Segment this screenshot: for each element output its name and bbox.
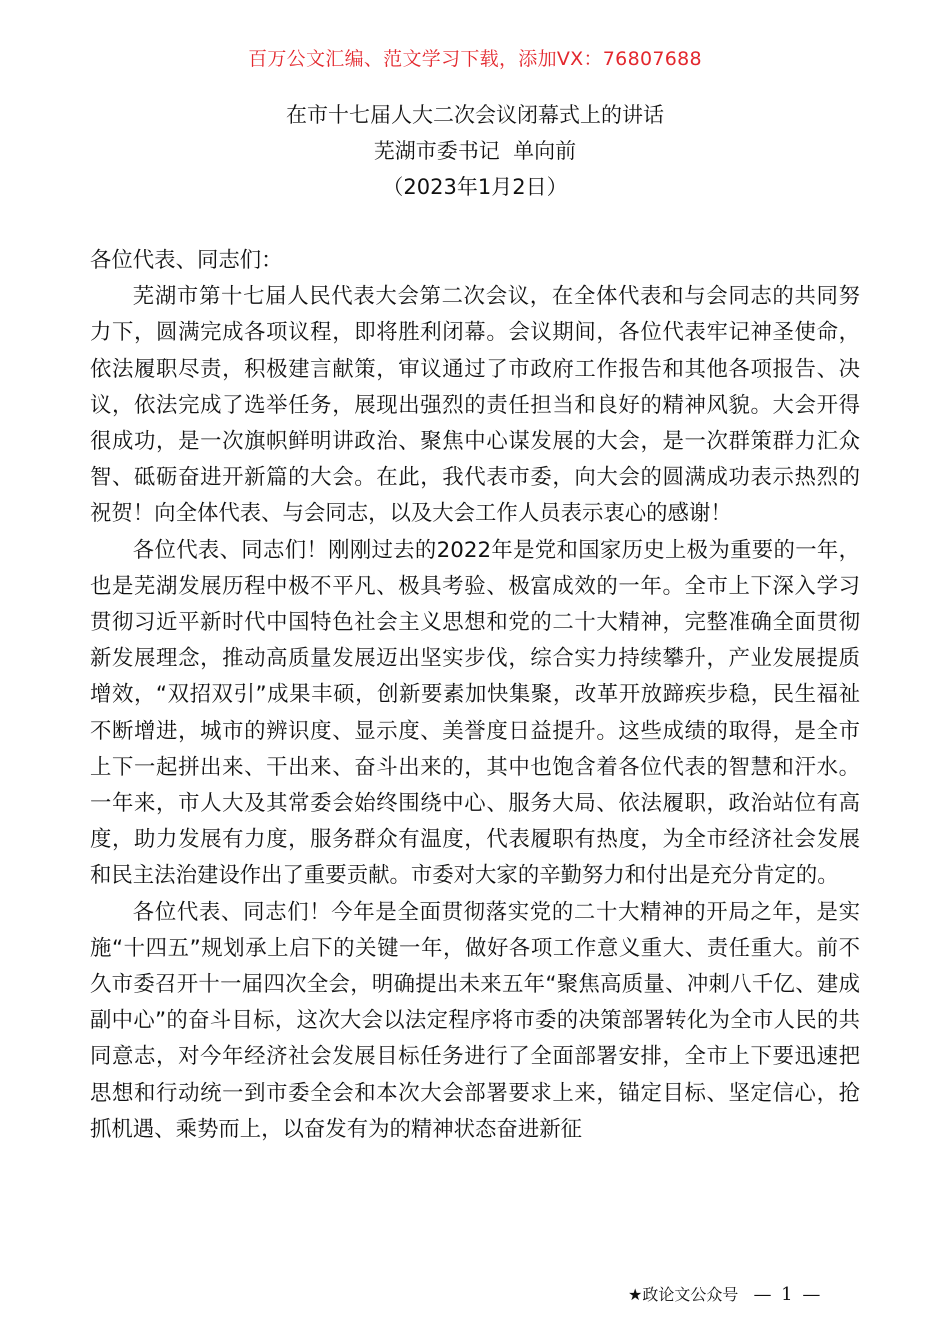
paragraph: 各位代表、同志们！刚刚过去的2022年是党和国家历史上极为重要的一年，也是芜湖发展历程中极不平凡、极具考验、极富成效的一年。全市上下深入学习贯彻习近平新时代中国特色社会主义思想和党的二十大精神，完整准确全面贯彻新发展理念，推动高质量发展迈出坚实步伐，综合实力持续攀升，产业发展提质增效，“双招双引”成果丰硕，创新要素加快集聚，改革开放蹄疾步稳，民生福祉不断增进，城市的辨识度、显示度、美誉度日益提升。这些成绩的取得，是全市上下一起拼出来、干出来、奋斗出来的，其中也饱含着各位代表的智慧和汗水。一年来，市人大及其常委会始终围绕中心、服务大局、依法履职，政治站位有高度，助力发展有力度，服务群众有温度，代表履职有热度，为全市经济社会发展和民主法治建设作出了重要贡献。市委对大家的辛勤努力和付出是充分肯定的。 xyxy=(90,537,860,889)
document-body xyxy=(90,243,860,1148)
document-title: 在市十七届人大二次会议闭幕式上的讲话 xyxy=(286,103,664,127)
document-author: 芜湖市委书记 单向前 xyxy=(373,139,577,163)
salutation: 各位代表、同志们： xyxy=(90,248,283,273)
document-date: （2023年1月2日） xyxy=(382,175,568,199)
document-header xyxy=(0,97,950,205)
watermark-banner: 百万公文汇编、范文学习下载，添加VX：76807688 xyxy=(248,48,702,70)
paragraph: 芜湖市第十七届人民代表大会第二次会议，在全体代表和与会同志的共同努力下，圆满完成各项议程，即将胜利闭幕。会议期间，各位代表牢记神圣使命，依法履职尽责，积极建言献策，审议通过了市政府工作报告和其他各项报告、决议，依法完成了选举任务，展现出强烈的责任担当和良好的精神风貌。大会开得很成功，是一次旗帜鲜明讲政治、聚焦中心谋发展的大会，是一次群策群力汇众智、砥砺奋进开新篇的大会。在此，我代表市委，向大会的圆满成功表示热烈的祝贺！向全体代表、与会同志，以及大会工作人员表示衷心的感谢！ xyxy=(90,284,860,527)
paragraph: 各位代表、同志们！今年是全面贯彻落实党的二十大精神的开局之年，是实施“十四五”规划承上启下的关键一年，做好各项工作意义重大、责任重大。前不久市委召开十一届四次全会，明确提出未来五年“聚焦高质量、冲刺八千亿、建成副中心”的奋斗目标，这次大会以法定程序将市委的决策部署转化为全市人民的共同意志，对今年经济社会发展目标任务进行了全面部署安排，全市上下要迅速把思想和行动统一到市委全会和本次大会部署要求上来，锚定目标、坚定信心，抢抓机遇、乘势而上，以奋发有为的精神状态奋进新征 xyxy=(90,899,860,1142)
footer-source: ★政论文公众号 xyxy=(628,1285,739,1304)
page-footer xyxy=(628,1283,822,1307)
page-number: — 1 — xyxy=(753,1284,823,1305)
